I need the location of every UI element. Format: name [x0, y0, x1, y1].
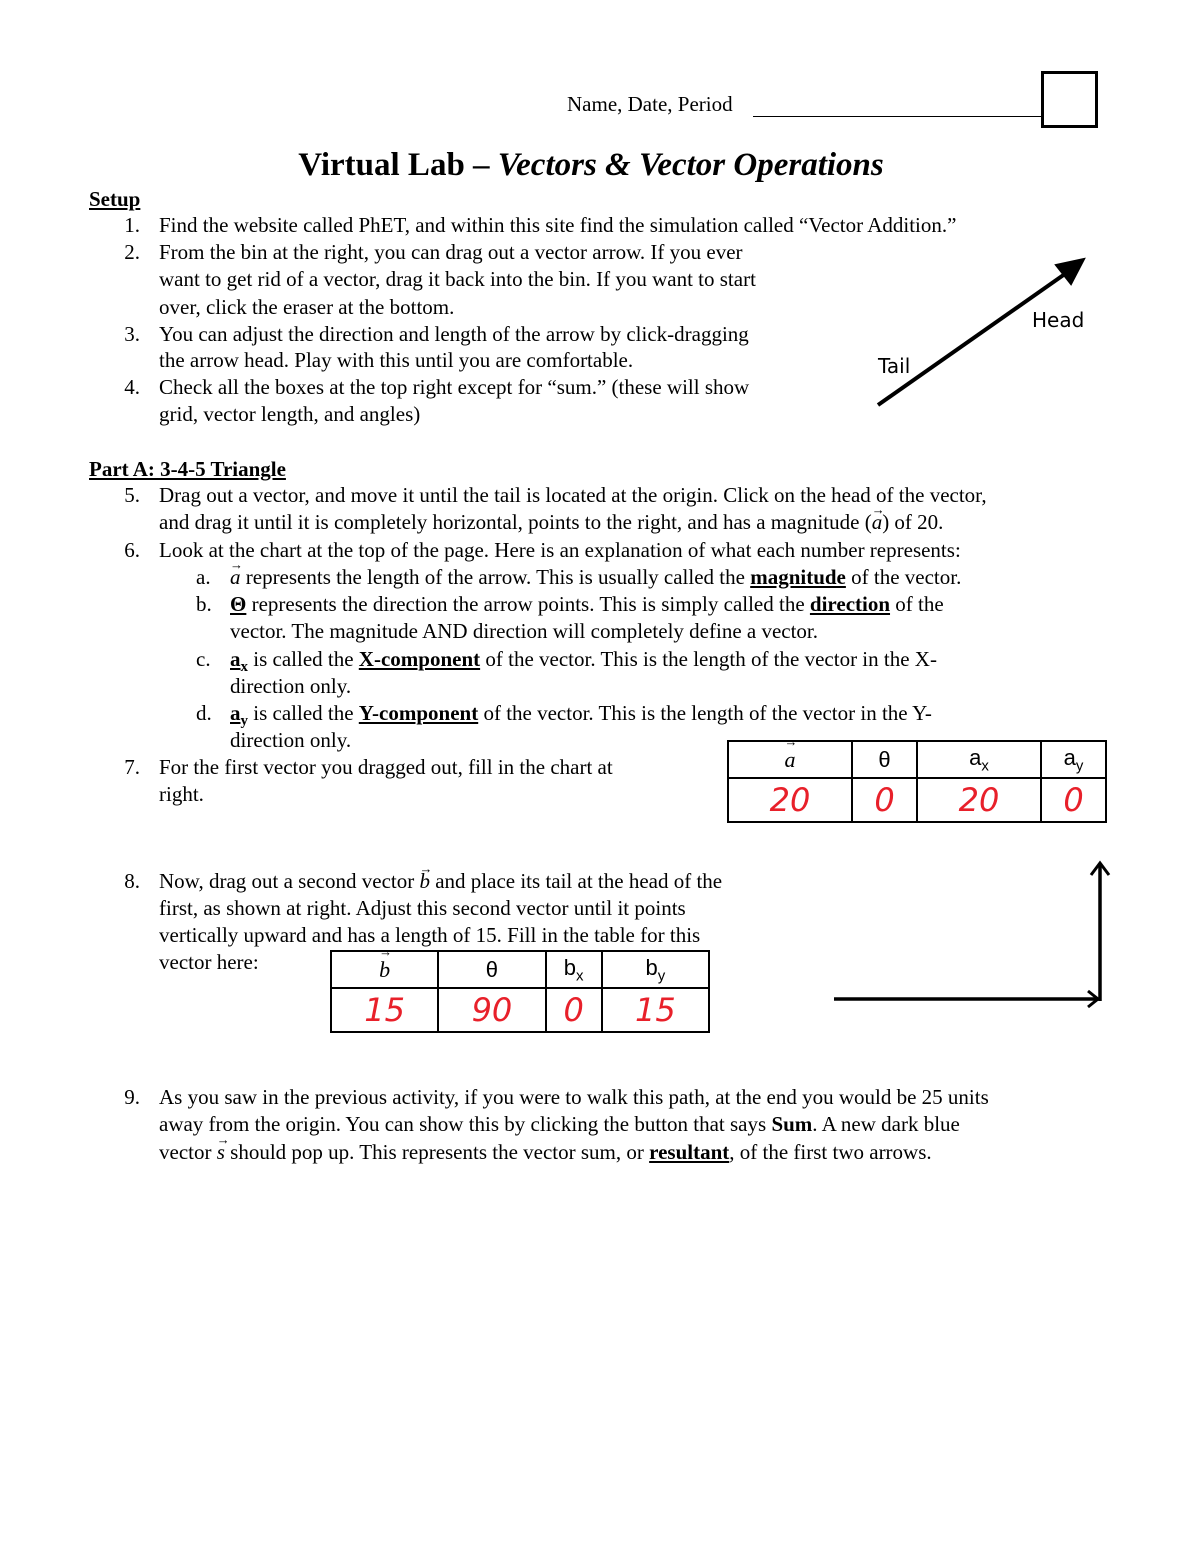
header-by: $b_y$ [602, 951, 709, 988]
value-theta-a[interactable]: 0 [852, 778, 917, 822]
tip-to-tail-diagram [828, 855, 1118, 1015]
table-row [728, 778, 1106, 822]
vector-b-chart [330, 950, 710, 1033]
vector-arrow-shaft [878, 269, 1072, 405]
header-ax: $a_x$ [917, 741, 1041, 778]
header-bx: $b_x$ [546, 951, 602, 988]
name-field-line[interactable] [753, 116, 1043, 117]
header-theta: θ [852, 741, 917, 778]
page-title: Virtual Lab – Vectors & Vector Operations [298, 147, 884, 183]
part-a-heading: Part A: 3-4-5 Triangle [89, 457, 286, 481]
arrow-head-icon [1056, 259, 1084, 284]
head-tail-arrow-diagram [860, 245, 1100, 415]
header-ay: $a_y$ [1041, 741, 1106, 778]
setup-heading: Setup [89, 187, 141, 211]
value-magnitude-a[interactable]: 20 [728, 778, 852, 822]
table-row [331, 951, 709, 988]
value-theta-b[interactable]: 90 [438, 988, 545, 1032]
header-theta: θ [438, 951, 545, 988]
name-date-period-label: Name, Date, Period [567, 92, 733, 116]
table-row [331, 988, 709, 1032]
tail-label: Tail [878, 354, 911, 378]
value-ax[interactable]: 20 [917, 778, 1041, 822]
head-label: Head [1032, 308, 1085, 332]
value-by[interactable]: 15 [602, 988, 709, 1032]
value-magnitude-b[interactable]: 15 [331, 988, 438, 1032]
value-ay[interactable]: 0 [1041, 778, 1106, 822]
vector-a-chart [727, 740, 1107, 823]
value-bx[interactable]: 0 [546, 988, 602, 1032]
table-row [728, 741, 1106, 778]
header-magnitude-a: → a [728, 741, 852, 778]
header-magnitude-b: → b [331, 951, 438, 988]
score-box[interactable] [1041, 71, 1098, 128]
